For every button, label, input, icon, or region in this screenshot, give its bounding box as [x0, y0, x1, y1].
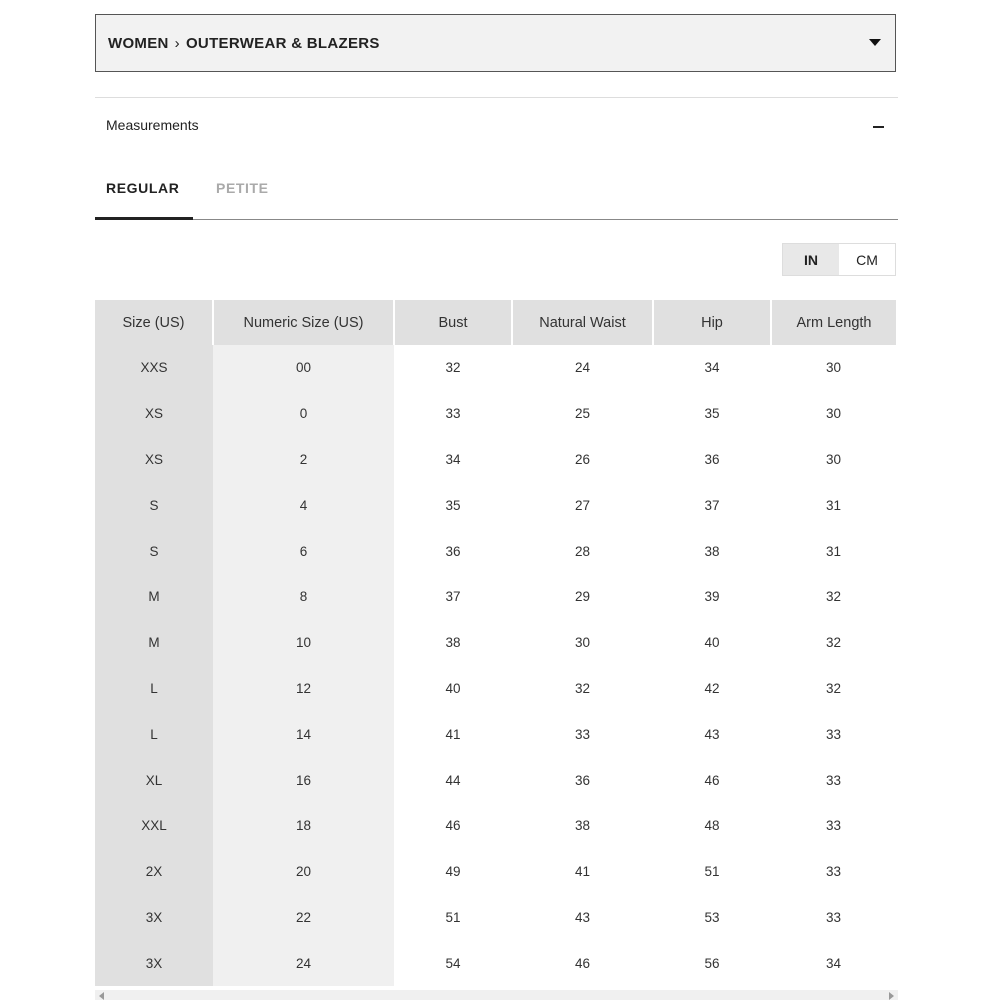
cell-hip: 56 — [704, 955, 720, 971]
size-chart-table — [95, 300, 896, 986]
table-row — [95, 666, 896, 712]
cell-size: XXS — [95, 345, 213, 391]
table-row — [95, 895, 896, 941]
cell-numeric-size: 2 — [213, 437, 394, 483]
table-header-row — [95, 300, 896, 345]
table-row — [95, 391, 896, 437]
header-natural-waist: Natural Waist — [512, 300, 653, 345]
cell-hip: 40 — [704, 635, 720, 651]
cell-bust: 54 — [445, 955, 461, 971]
active-tab-indicator — [95, 217, 193, 220]
table-row — [95, 803, 896, 849]
category-dropdown[interactable] — [95, 14, 896, 72]
cell-hip: 34 — [704, 360, 720, 376]
cell-size: 3X — [95, 895, 213, 941]
cell-natural-waist: 32 — [574, 680, 591, 696]
table-row — [95, 437, 896, 483]
cell-numeric-size: 24 — [213, 940, 394, 986]
scroll-right-icon[interactable] — [889, 992, 894, 1000]
breadcrumb-separator: › — [174, 35, 180, 52]
cell-hip: 38 — [704, 543, 720, 559]
cell-bust: 49 — [445, 864, 461, 880]
cell-size: M — [95, 574, 213, 620]
table-row — [95, 711, 896, 757]
cell-hip: 48 — [704, 818, 720, 834]
cell-bust: 46 — [445, 818, 461, 834]
cell-bust: 32 — [445, 360, 461, 376]
cell-size: S — [95, 482, 213, 528]
cell-natural-waist: 33 — [574, 726, 591, 742]
cell-numeric-size: 00 — [213, 345, 394, 391]
cell-natural-waist: 36 — [574, 772, 591, 788]
cell-bust: 44 — [445, 772, 461, 788]
header-bust: Bust — [394, 300, 512, 345]
tab-petite[interactable]: PETITE — [216, 180, 269, 196]
cell-hip: 37 — [704, 497, 720, 513]
cell-hip: 43 — [704, 726, 720, 742]
cell-natural-waist: 24 — [574, 360, 591, 376]
horizontal-scrollbar[interactable] — [95, 990, 898, 1000]
cell-hip: 53 — [704, 909, 720, 925]
cell-size: XXL — [95, 803, 213, 849]
cell-size: M — [95, 620, 213, 666]
measurements-heading[interactable]: Measurements — [106, 117, 199, 133]
cell-numeric-size: 8 — [213, 574, 394, 620]
cell-numeric-size: 12 — [213, 666, 394, 712]
cell-numeric-size: 6 — [213, 528, 394, 574]
cell-arm-length: 30 — [825, 406, 842, 422]
cell-arm-length: 32 — [825, 635, 842, 651]
header-numeric-size: Numeric Size (US) — [213, 300, 394, 345]
cell-natural-waist: 29 — [574, 589, 591, 605]
cell-arm-length: 33 — [825, 909, 842, 925]
table-row — [95, 482, 896, 528]
cell-natural-waist: 28 — [574, 543, 591, 559]
cell-bust: 51 — [445, 909, 461, 925]
cell-natural-waist: 27 — [574, 497, 591, 513]
unit-cm-button[interactable]: CM — [839, 244, 895, 275]
cell-numeric-size: 4 — [213, 482, 394, 528]
cell-size: 2X — [95, 849, 213, 895]
cell-size: L — [95, 711, 213, 757]
tab-regular[interactable]: REGULAR — [106, 180, 180, 196]
cell-numeric-size: 0 — [213, 391, 394, 437]
cell-bust: 41 — [445, 726, 461, 742]
cell-arm-length: 34 — [825, 955, 842, 971]
cell-numeric-size: 22 — [213, 895, 394, 941]
header-arm-length: Arm Length — [771, 300, 896, 345]
cell-size: S — [95, 528, 213, 574]
cell-arm-length: 30 — [825, 451, 842, 467]
table-row — [95, 528, 896, 574]
table-row — [95, 940, 896, 986]
cell-arm-length: 31 — [825, 543, 842, 559]
minus-icon[interactable] — [873, 126, 884, 128]
cell-arm-length: 32 — [825, 589, 842, 605]
table-row — [95, 345, 896, 391]
tabs-divider — [95, 219, 898, 220]
cell-arm-length: 30 — [825, 360, 842, 376]
cell-size: XS — [95, 437, 213, 483]
cell-bust: 34 — [445, 451, 461, 467]
cell-hip: 46 — [704, 772, 720, 788]
cell-natural-waist: 38 — [574, 818, 591, 834]
cell-numeric-size: 16 — [213, 757, 394, 803]
unit-in-button[interactable]: IN — [783, 244, 839, 275]
cell-arm-length: 33 — [825, 818, 842, 834]
table-row — [95, 849, 896, 895]
table-row — [95, 620, 896, 666]
cell-numeric-size: 14 — [213, 711, 394, 757]
table-row — [95, 757, 896, 803]
cell-size: 3X — [95, 940, 213, 986]
caret-down-icon[interactable] — [869, 39, 881, 46]
cell-natural-waist: 26 — [574, 451, 591, 467]
cell-numeric-size: 20 — [213, 849, 394, 895]
cell-arm-length: 33 — [825, 772, 842, 788]
breadcrumb-women: WOMEN — [108, 35, 169, 52]
cell-natural-waist: 46 — [574, 955, 591, 971]
cell-natural-waist: 43 — [574, 909, 591, 925]
cell-hip: 39 — [704, 589, 720, 605]
scroll-left-icon[interactable] — [99, 992, 104, 1000]
cell-arm-length: 33 — [825, 864, 842, 880]
cell-bust: 35 — [445, 497, 461, 513]
cell-natural-waist: 41 — [574, 864, 591, 880]
cell-hip: 35 — [704, 406, 720, 422]
header-size-us: Size (US) — [95, 300, 213, 345]
cell-hip: 36 — [704, 451, 720, 467]
cell-numeric-size: 10 — [213, 620, 394, 666]
cell-size: L — [95, 666, 213, 712]
cell-natural-waist: 25 — [574, 406, 591, 422]
cell-arm-length: 31 — [825, 497, 842, 513]
cell-bust: 38 — [445, 635, 461, 651]
section-divider — [95, 97, 898, 98]
cell-size: XS — [95, 391, 213, 437]
cell-bust: 37 — [445, 589, 461, 605]
cell-hip: 42 — [704, 680, 720, 696]
cell-numeric-size: 18 — [213, 803, 394, 849]
cell-natural-waist: 30 — [574, 635, 591, 651]
header-hip: Hip — [653, 300, 771, 345]
cell-arm-length: 32 — [825, 680, 842, 696]
unit-toggle — [782, 243, 896, 276]
cell-bust: 36 — [445, 543, 461, 559]
cell-hip: 51 — [704, 864, 720, 880]
cell-size: XL — [95, 757, 213, 803]
cell-bust: 40 — [445, 680, 461, 696]
breadcrumb — [108, 35, 380, 52]
table-row — [95, 574, 896, 620]
breadcrumb-outerwear: OUTERWEAR & BLAZERS — [185, 35, 380, 52]
cell-arm-length: 33 — [825, 726, 842, 742]
cell-bust: 33 — [445, 406, 461, 422]
